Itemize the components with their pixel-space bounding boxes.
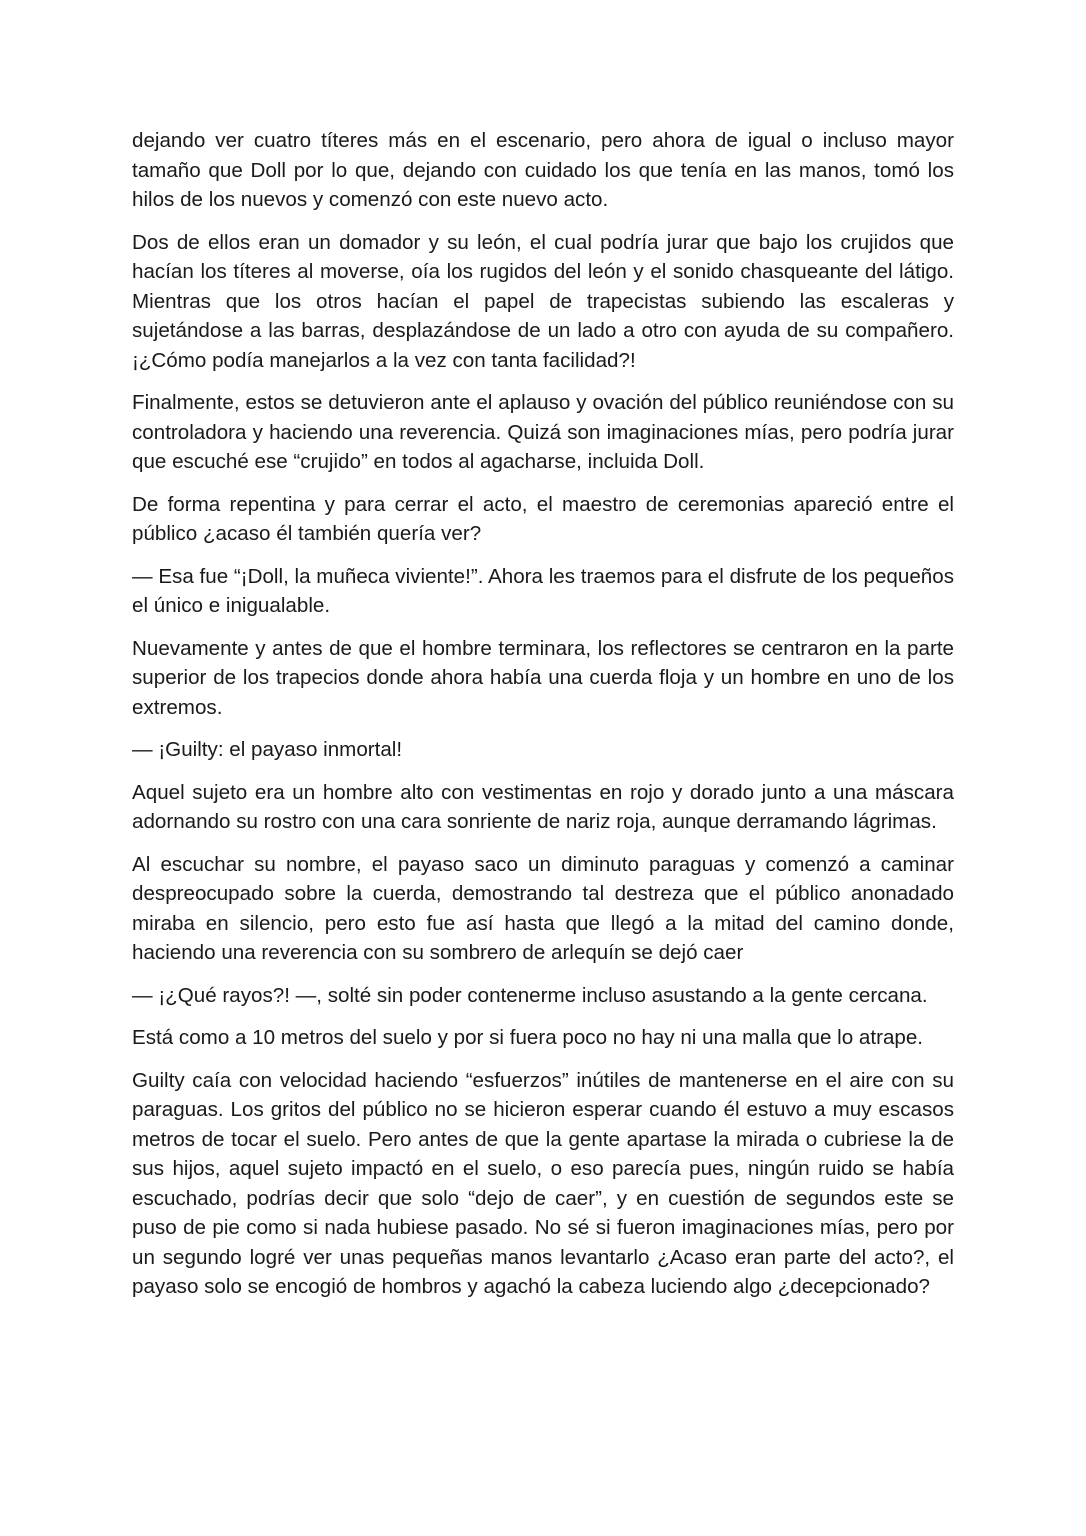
paragraph-7: — ¡Guilty: el payaso inmortal! — [132, 738, 403, 761]
paragraph-6: Nuevamente y antes de que el hombre terminara, los reflectores se centraron en la parte superior de los trapecios donde ahora había una cuerda floja y un hombre en uno de los extremos. — [132, 636, 954, 719]
paragraph-9: Al escuchar su nombre, el payaso saco un diminuto paraguas y comenzó a caminar despreocupado sobre la cuerda, demostrando tal destreza que el público anonadado miraba en silencio, pero esto fue así hasta que llegó a la mitad del camino donde, haciendo una reverencia con su sombrero de arlequín se dejó caer — [132, 852, 954, 964]
paragraph-8: Aquel sujeto era un hombre alto con vestimentas en rojo y dorado junto a una máscara adornando su rostro con una cara sonriente de nariz roja, aunque derramando lágrimas. — [132, 780, 954, 833]
paragraph-4: De forma repentina y para cerrar el acto, el maestro de ceremonias apareció entre el público ¿acaso él también quería ver? — [132, 492, 954, 545]
paragraph-3: Finalmente, estos se detuvieron ante el aplauso y ovación del público reuniéndose con su controladora y haciendo una reverencia. Quizá son imaginaciones mías, pero podría jurar que escuché ese “crujido” en todos al agacharse, incluida Doll. — [132, 391, 954, 473]
document-page — [132, 126, 954, 1315]
paragraph-5: — Esa fue “¡Doll, la muñeca viviente!”. Ahora les traemos para el disfrute de los pequeños el único e inigualable. — [132, 564, 954, 617]
paragraph-1: dejando ver cuatro títeres más en el escenario, pero ahora de igual o incluso mayor tamaño que Doll por lo que, dejando con cuidado los que tenía en las manos, tomó los hilos de los nuevos y comenzó con este nuevo acto. — [132, 129, 954, 211]
paragraph-11: Está como a 10 metros del suelo y por si fuera poco no hay ni una malla que lo atrape. — [132, 1026, 924, 1049]
paragraph-10: — ¡¿Qué rayos?! —, solté sin poder contenerme incluso asustando a la gente cercana. — [132, 983, 928, 1007]
paragraph-2: Dos de ellos eran un domador y su león, el cual podría jurar que bajo los crujidos que hacían los títeres al moverse, oía los rugidos del león y el sonido chasqueante del látigo. Mientras que los otros hacían el papel de trapecistas subiendo las escaleras y sujetándose a las barras, desplazándose de un lado a otro con ayuda de su compañero. ¡¿Cómo podía manejarlos a la vez con tanta facilidad?! — [132, 230, 954, 372]
paragraph-12: Guilty caía con velocidad haciendo “esfuerzos” inútiles de mantenerse en el aire con su paraguas. Los gritos del público no se hicieron esperar cuando él estuvo a muy escasos metros de tocar el suelo. Pero antes de que la gente apartase la mirada o cubriese la de sus hijos, aquel sujeto impactó en el suelo, o eso parecía pues, ningún ruido se había escuchado, podrías decir que solo “dejo de caer”, y en cuestión de segundos este se puso de pie como si nada hubiese pasado. No sé si fueron imaginaciones mías, pero por un segundo logré ver unas pequeñas manos levantarlo ¿Acaso eran parte del acto?, el payaso solo se encogió de hombros y agachó la cabeza luciendo algo ¿decepcionado? — [132, 1068, 954, 1298]
